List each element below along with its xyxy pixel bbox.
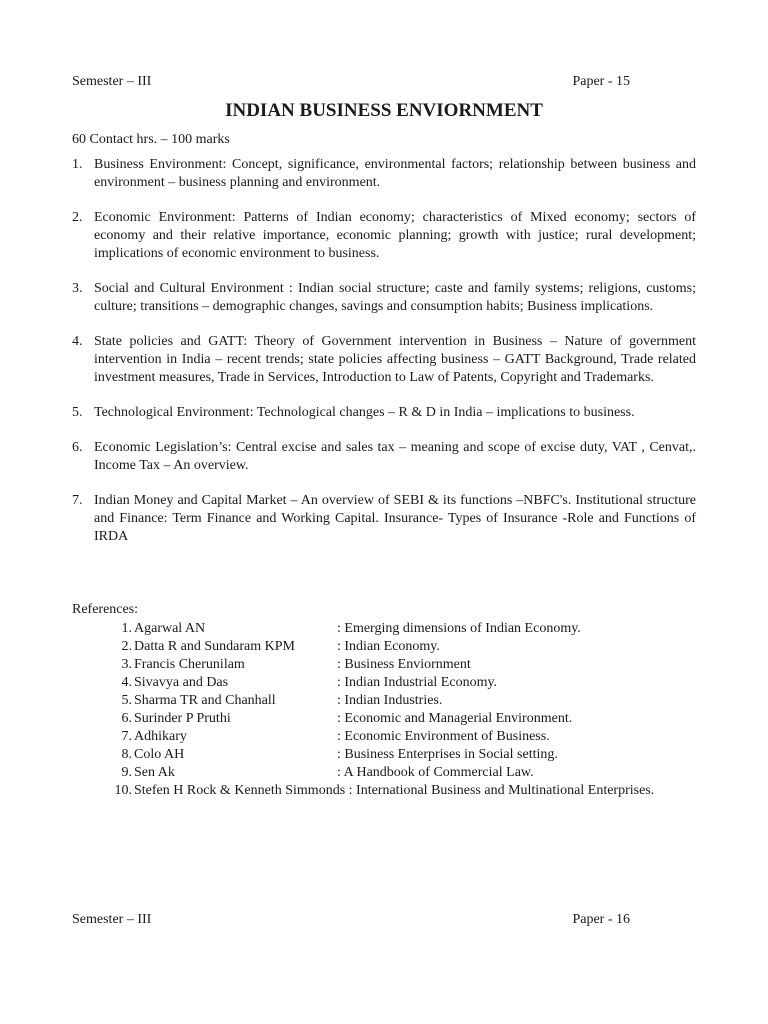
topic-item xyxy=(72,333,696,387)
topic-text: Technological Environment: Technological changes – R & D in India – implications to business. xyxy=(94,405,635,420)
reference-title: : Business Enterprises in Social setting. xyxy=(337,747,558,762)
page-footer xyxy=(72,912,630,928)
reference-item xyxy=(108,710,708,728)
reference-author: Sharma TR and Chanhall xyxy=(134,693,276,708)
reference-title: : Indian Industries. xyxy=(337,693,443,708)
topic-number: 1. xyxy=(72,157,83,172)
topic-number: 6. xyxy=(72,440,83,455)
reference-number: 6. xyxy=(121,711,132,726)
reference-number: 2. xyxy=(121,639,132,654)
reference-item xyxy=(108,656,708,674)
topic-number: 3. xyxy=(72,281,83,296)
topic-text: State policies and GATT: Theory of Government intervention in Business – Nature of government intervention in India – recent trends; state policies affecting business – GATT Background, Trade related investment measures, Trade in Services, Introduction to Law of Patents, Copyright and Trademarks. xyxy=(94,334,696,385)
header-paper: Paper - 15 xyxy=(572,74,630,89)
reference-title: : Business Enviornment xyxy=(337,657,471,672)
reference-author: Sivavya and Das xyxy=(134,675,229,690)
reference-item xyxy=(108,638,708,656)
reference-number: 3. xyxy=(121,657,132,672)
reference-author: Francis Cherunilam xyxy=(134,657,245,672)
topic-number: 5. xyxy=(72,405,83,420)
reference-item xyxy=(108,746,708,764)
footer-semester: Semester – III xyxy=(72,912,152,927)
reference-number: 5. xyxy=(121,693,132,708)
topic-text: Economic Environment: Patterns of Indian economy; characteristics of Mixed economy; sectors of economy and their relative importance, economic planning; growth with justice; rural development; implications of economic environment to business. xyxy=(94,210,696,261)
reference-title: : Emerging dimensions of Indian Economy. xyxy=(337,621,581,636)
topic-item xyxy=(72,404,696,422)
reference-item xyxy=(108,728,708,746)
reference-title: : Indian Economy. xyxy=(337,639,440,654)
reference-title: : A Handbook of Commercial Law. xyxy=(337,765,534,780)
reference-item xyxy=(108,764,708,782)
reference-number: 9. xyxy=(121,765,132,780)
reference-item xyxy=(108,782,708,800)
reference-number: 1. xyxy=(121,621,132,636)
reference-text: Stefen H Rock & Kenneth Simmonds : International Business and Multinational Enterprises. xyxy=(134,783,655,798)
topic-item xyxy=(72,156,696,192)
reference-number: 4. xyxy=(121,675,132,690)
reference-author: Sen Ak xyxy=(134,765,175,780)
reference-number: 8. xyxy=(121,747,132,762)
reference-item xyxy=(108,620,708,638)
page-title: INDIAN BUSINESS ENVIORNMENT xyxy=(225,100,543,121)
reference-author: Datta R and Sundaram KPM xyxy=(134,639,295,654)
page-header xyxy=(72,74,630,90)
topic-item xyxy=(72,492,696,546)
topic-text: Social and Cultural Environment : Indian social structure; caste and family systems; religions, customs; culture; transitions – demographic changes, savings and consumption habits; Business implications. xyxy=(94,281,696,314)
header-semester: Semester – III xyxy=(72,74,152,89)
reference-list xyxy=(108,620,708,800)
reference-author: Adhikary xyxy=(134,729,187,744)
reference-title: : Indian Industrial Economy. xyxy=(337,675,498,690)
footer-paper: Paper - 16 xyxy=(572,912,630,927)
topic-number: 7. xyxy=(72,493,83,508)
topic-text: Economic Legislation’s: Central excise and sales tax – meaning and scope of excise duty, VAT , Cenvat,. Income Tax – An overview. xyxy=(94,440,696,473)
references-heading: References: xyxy=(72,602,139,617)
reference-author: Agarwal AN xyxy=(134,621,206,636)
topic-number: 2. xyxy=(72,210,83,225)
reference-title: : Economic and Managerial Environment. xyxy=(337,711,573,726)
reference-author: Colo AH xyxy=(134,747,185,762)
topic-item xyxy=(72,280,696,316)
reference-item xyxy=(108,674,708,692)
topic-number: 4. xyxy=(72,334,83,349)
reference-author: Surinder P Pruthi xyxy=(134,711,231,726)
reference-number: 7. xyxy=(121,729,132,744)
topic-item xyxy=(72,209,696,263)
topic-item xyxy=(72,439,696,475)
topic-text: Indian Money and Capital Market – An overview of SEBI & its functions –NBFC's. Institutional structure and Finance: Term Finance and Working Capital. Insurance- Types of Insurance -Role and Functions of IRDA xyxy=(94,493,696,544)
reference-item xyxy=(108,692,708,710)
topic-text: Business Environment: Concept, significance, environmental factors; relationship between business and environment – business planning and environment. xyxy=(94,157,696,190)
topic-list xyxy=(72,156,696,563)
reference-number: 10. xyxy=(114,783,132,798)
contact-hours: 60 Contact hrs. – 100 marks xyxy=(72,132,230,147)
reference-title: : Economic Environment of Business. xyxy=(337,729,550,744)
